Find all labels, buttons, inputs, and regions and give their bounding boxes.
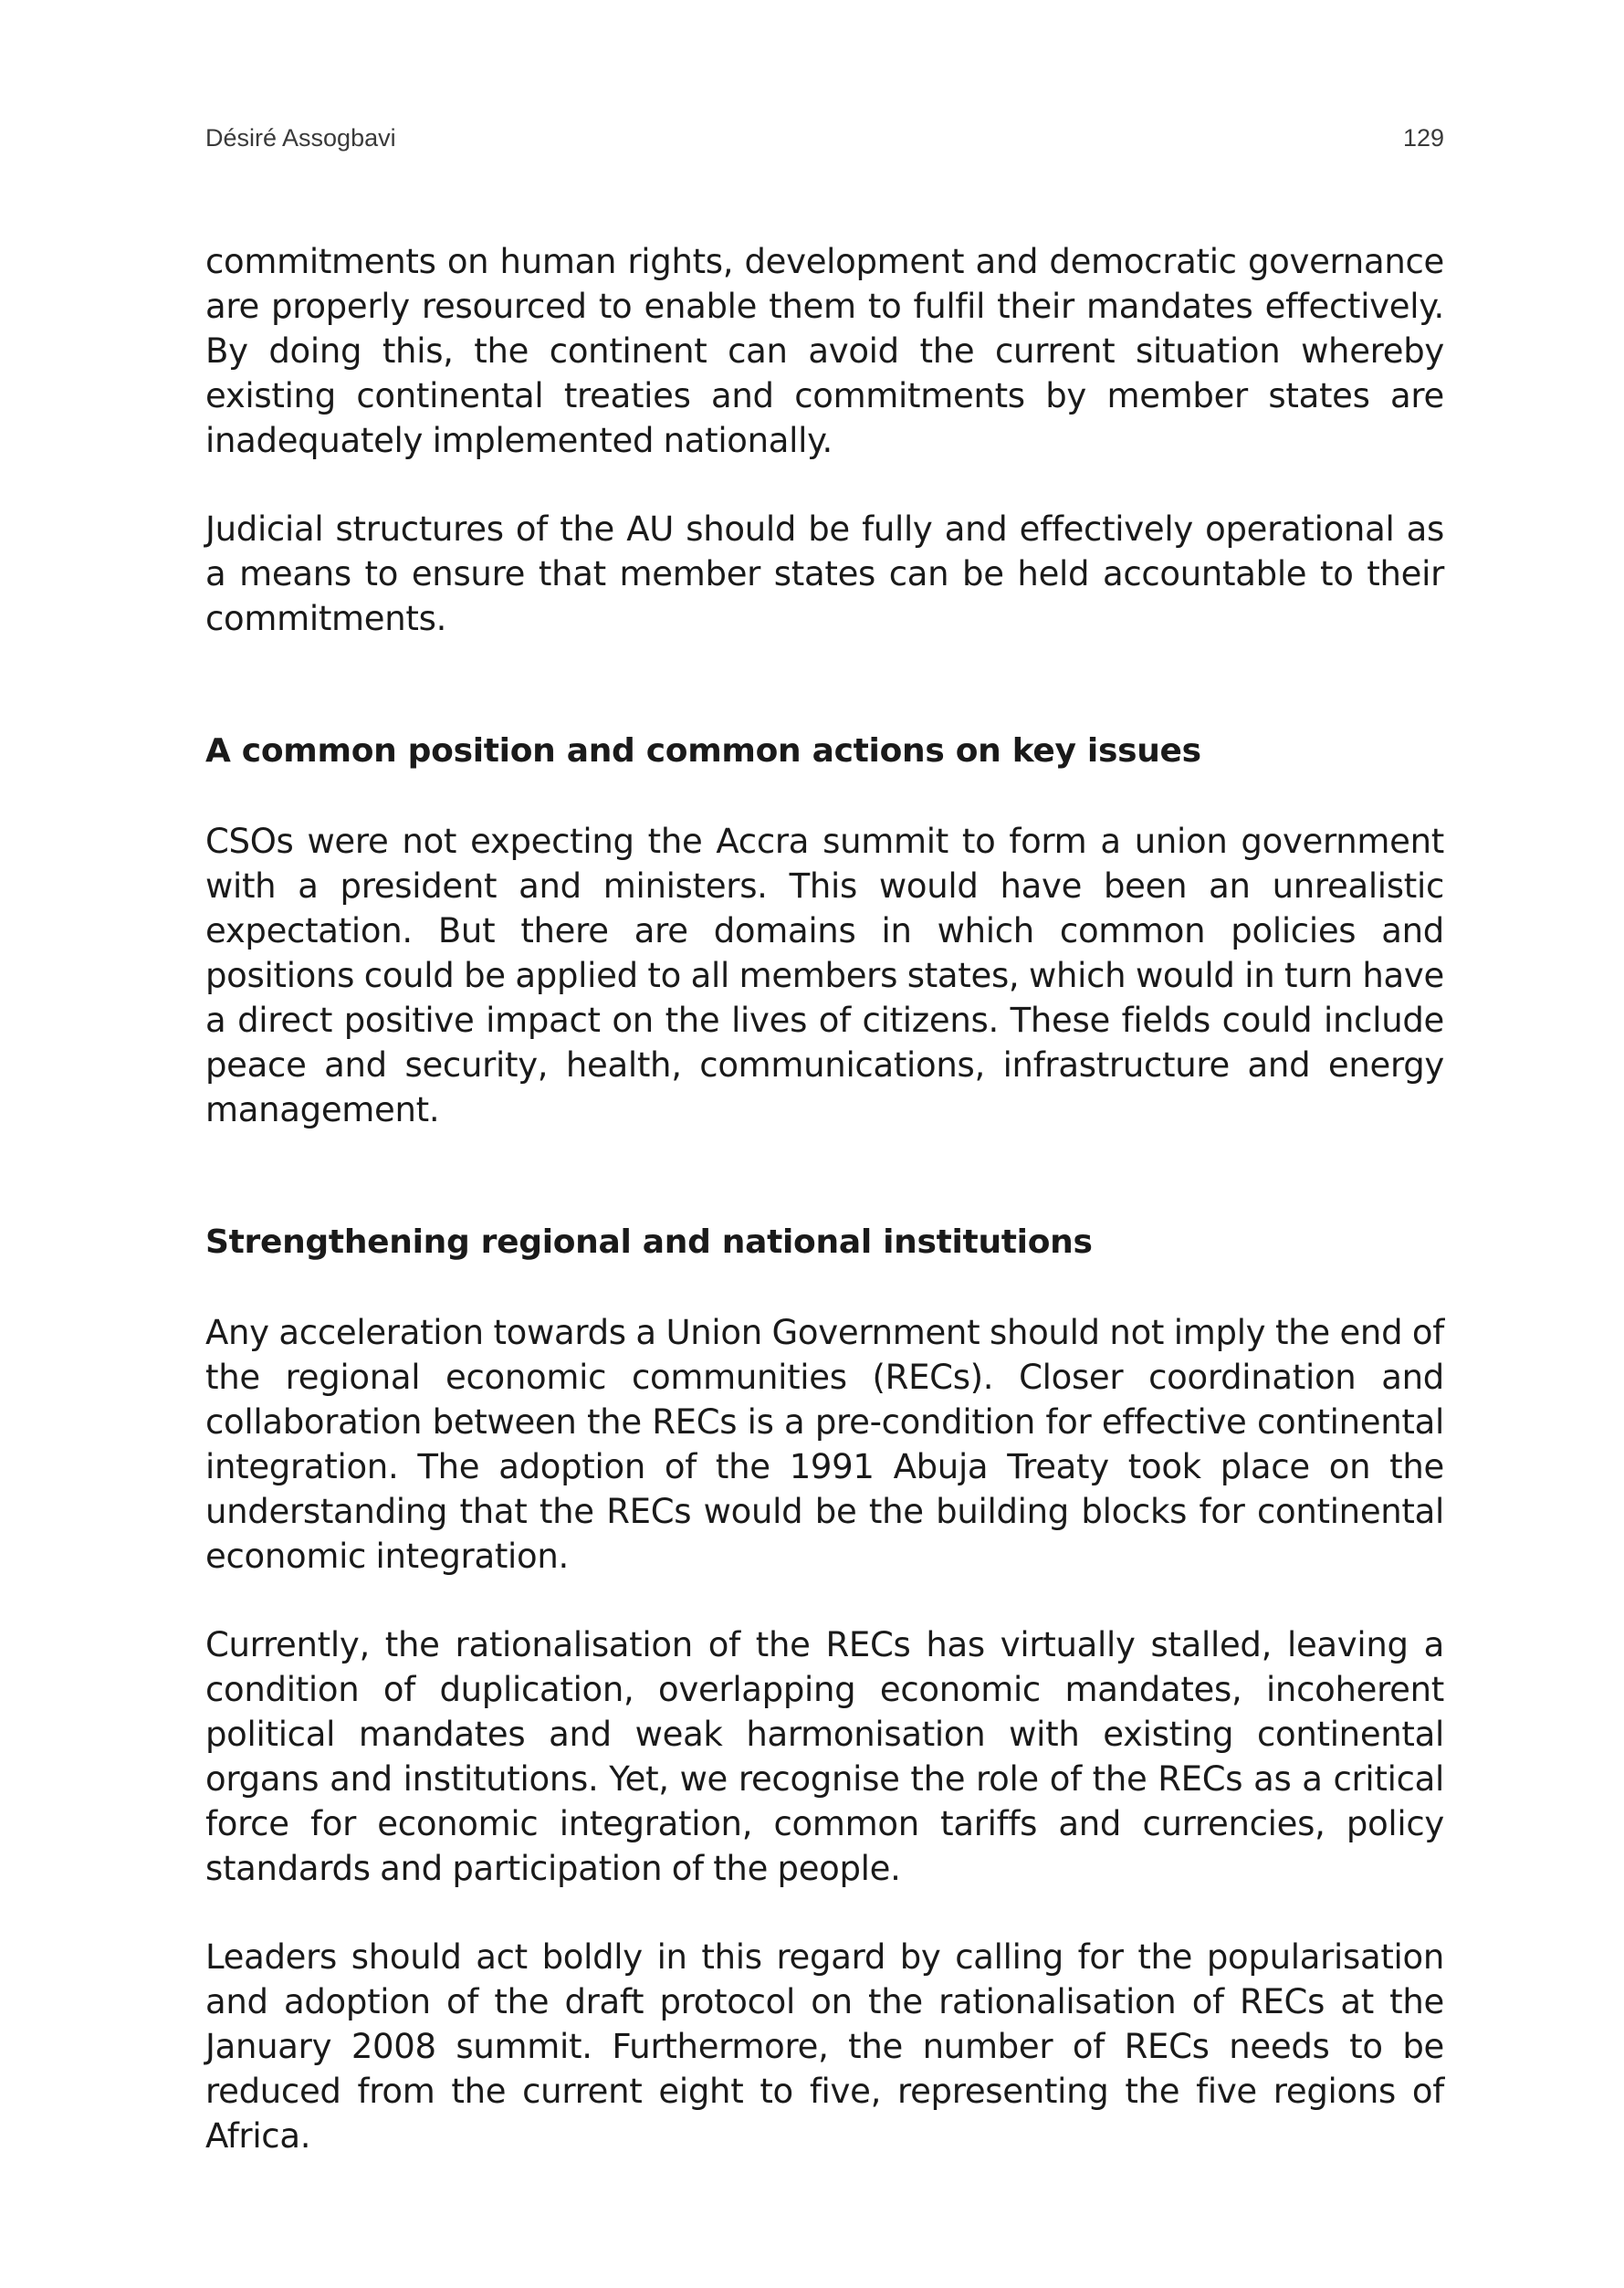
section-heading: Strengthening regional and national institutions: [205, 1223, 1093, 1261]
running-header: [205, 124, 1444, 161]
paragraph: Any acceleration towards a Union Government should not imply the end of the regional economic communities (RECs). Closer coordination and collaboration between the RECs is a pre-condition for effective continental integration. The adoption of the 1991 Abuja Treaty took place on the understanding that the RECs would be the building blocks for continental economic integration.: [205, 1313, 1444, 1576]
body-text: [205, 239, 1444, 2202]
paragraph: commitments on human rights, development and democratic governance are properly resourced to enable them to fulfil their mandates effectively. By doing this, the continent can avoid the current situation whereby existing continental treaties and commitments by member states are inadequately implemented nationally.: [205, 242, 1444, 460]
section-heading: A common position and common actions on key issues: [205, 732, 1201, 770]
paragraph: Leaders should act boldly in this regard by calling for the popularisation and adoption of the draft protocol on the rationalisation of RECs at the January 2008 summit. Furthermore, the number of RECs needs to be reduced from the current eight to five, representing the five regions of Africa.: [205, 1937, 1444, 2156]
paragraph: Currently, the rationalisation of the RECs has virtually stalled, leaving a condition of duplication, overlapping economic mandates, incoherent political mandates and weak harmonisation with existing continental organs and institutions. Yet, we recognise the role of the RECs as a critical force for economic integration, common tariffs and currencies, policy standards and participation of the people.: [205, 1625, 1444, 1888]
paragraph: Judicial structures of the AU should be fully and effectively operational as a means to ensure that member states can be held accountable to their commitments.: [205, 509, 1444, 638]
paragraph: CSOs were not expecting the Accra summit to form a union government with a president and ministers. This would have been an unrealistic expectation. But there are domains in which common policies and positions could be applied to all members states, which would in turn have a direct positive impact on the lives of citizens. These fields could include peace and security, health, communications, infrastructure and energy management.: [205, 822, 1444, 1129]
page-number: 129: [1402, 124, 1444, 152]
author-name: Désiré Assogbavi: [205, 124, 396, 152]
